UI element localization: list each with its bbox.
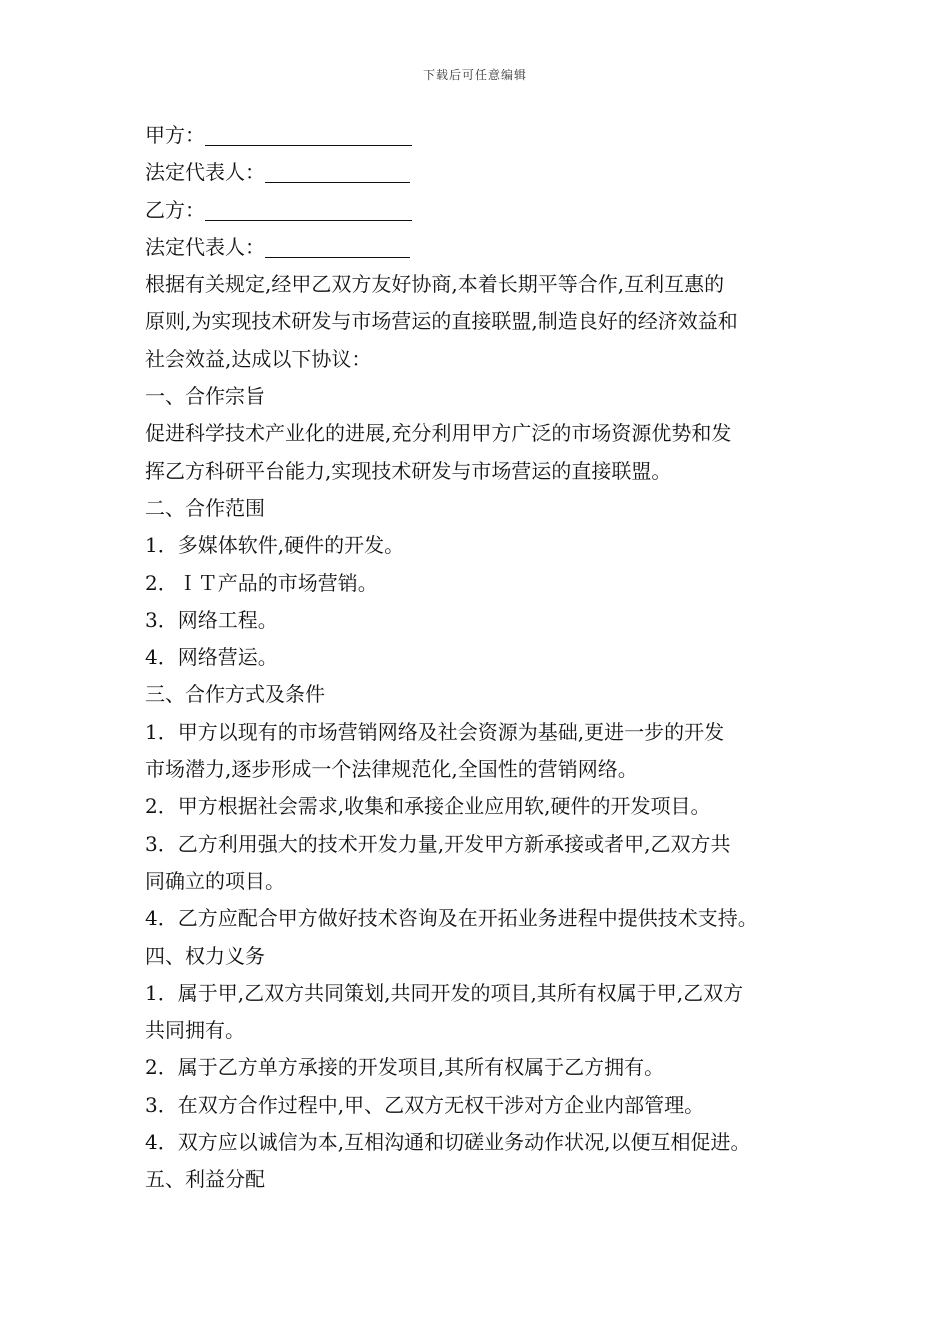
intro-line: 原则,为实现技术研发与市场营运的直接联盟,制造良好的经济效益和 — [145, 309, 738, 334]
party-a-rep-label: 法定代表人： — [145, 160, 265, 185]
section-1-text: 挥乙方科研平台能力,实现技术研发与市场营运的直接联盟。 — [145, 458, 672, 483]
section-4-text: 2．属于乙方单方承接的开发项目,其所有权属于乙方拥有。 — [145, 1055, 665, 1080]
intro-line: 根据有关规定,经甲乙双方友好协商,本着长期平等合作,互利互惠的 — [145, 272, 725, 297]
section-1-text: 促进科学技术产业化的进展,充分利用甲方广泛的市场资源优势和发 — [145, 421, 732, 446]
section-3-text: 3．乙方利用强大的技术开发力量,开发甲方新承接或者甲,乙双方共 — [145, 831, 731, 856]
party-a-blank — [205, 123, 412, 146]
party-b-line — [145, 192, 825, 229]
section-2-item: 1．多媒体软件,硬件的开发。 — [145, 533, 405, 558]
section-3-text: 2．甲方根据社会需求,收集和承接企业应用软,硬件的开发项目。 — [145, 794, 711, 819]
section-4-text: 1．属于甲,乙双方共同策划,共同开发的项目,其所有权属于甲,乙双方 — [145, 980, 744, 1005]
party-a-rep-blank — [265, 160, 410, 183]
section-2-item: 2．ＩＴ产品的市场营销。 — [145, 570, 378, 595]
party-a-label: 甲方： — [145, 123, 205, 147]
section-3-title: 三、合作方式及条件 — [145, 682, 325, 707]
party-a-line — [145, 117, 825, 154]
intro-line: 社会效益,达成以下协议： — [145, 346, 372, 371]
section-4-text: 3．在双方合作过程中,甲、乙双方无权干涉对方企业内部管理。 — [145, 1092, 705, 1117]
section-2-item: 4．网络营运。 — [145, 645, 278, 670]
section-5-title: 五、利益分配 — [145, 1167, 265, 1192]
section-3-text: 同确立的项目。 — [145, 868, 285, 893]
party-b-blank — [205, 198, 412, 221]
party-b-rep-line — [145, 229, 825, 266]
party-b-rep-blank — [265, 235, 410, 258]
section-1-title: 一、合作宗旨 — [145, 384, 265, 409]
party-b-rep-label: 法定代表人： — [145, 234, 265, 259]
section-4-text: 共同拥有。 — [145, 1018, 245, 1043]
section-2-title: 二、合作范围 — [145, 495, 265, 520]
party-a-rep-line — [145, 154, 825, 191]
section-3-text: 市场潜力,逐步形成一个法律规范化,全国性的营销网络。 — [145, 757, 638, 782]
header-note: 下载后可任意编辑 — [422, 68, 527, 82]
section-4-text: 4．双方应以诚信为本,互相沟通和切磋业务动作状况,以便互相促进。 — [145, 1130, 751, 1155]
contract-body — [145, 117, 825, 1199]
section-2-item: 3．网络工程。 — [145, 607, 278, 632]
section-3-text: 4．乙方应配合甲方做好技术咨询及在开拓业务进程中提供技术支持。 — [145, 906, 758, 931]
section-4-title: 四、权力义务 — [145, 943, 265, 968]
party-b-label: 乙方： — [145, 197, 205, 222]
section-3-text: 1．甲方以现有的市场营销网络及社会资源为基础,更进一步的开发 — [145, 719, 725, 744]
